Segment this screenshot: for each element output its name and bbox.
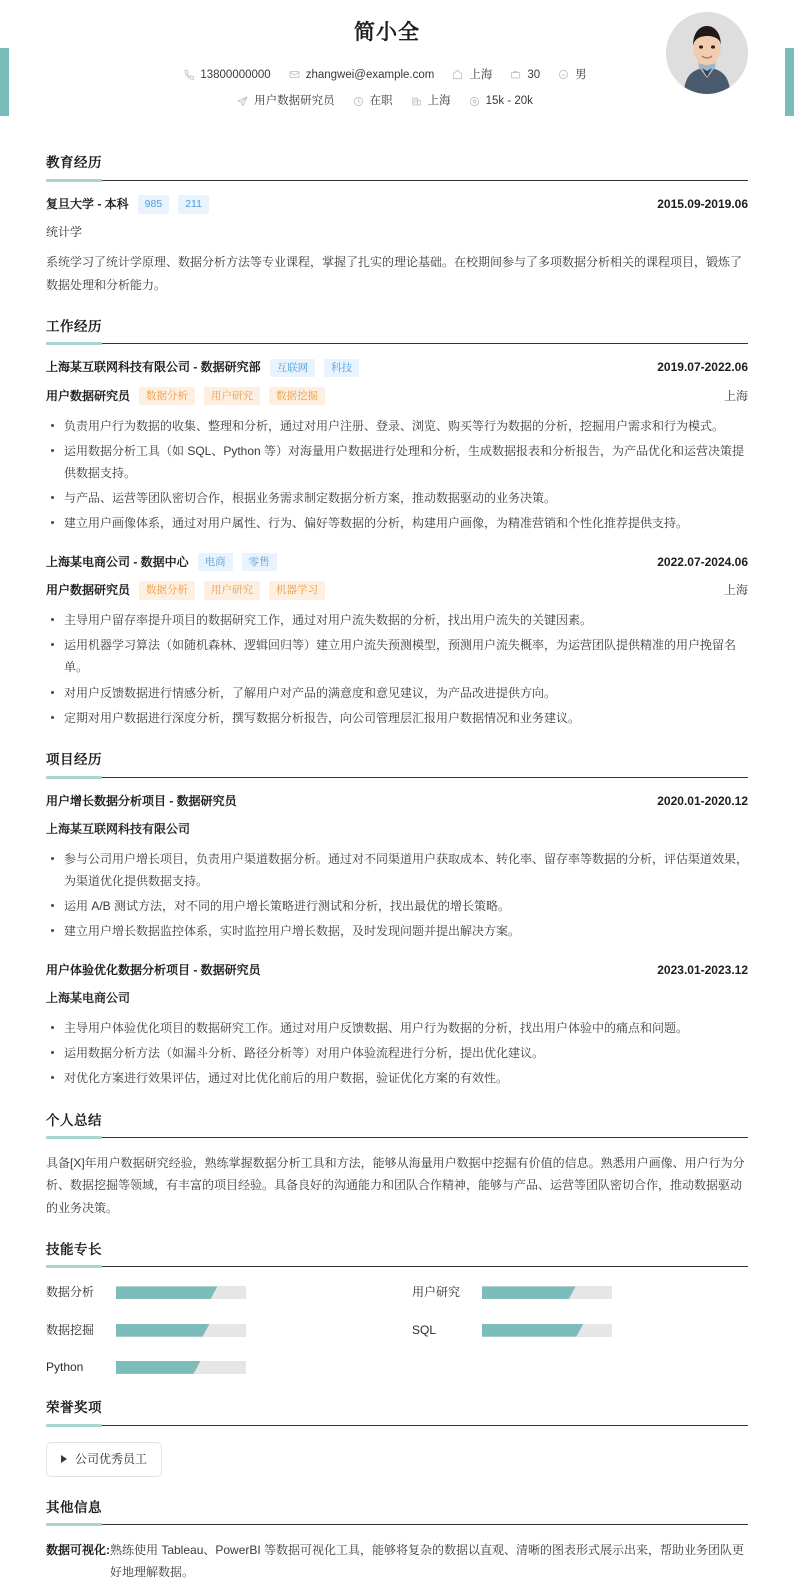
section-header-other: [46, 1497, 748, 1526]
tag-orange: 用户研究: [204, 387, 260, 406]
section-work: [46, 316, 748, 729]
section-rule: [46, 777, 748, 778]
skills-grid: [46, 1281, 748, 1377]
section-awards: [46, 1397, 748, 1477]
date-range: 2020.01-2020.12: [657, 793, 748, 808]
section-title: 荣誉奖项: [46, 1399, 102, 1415]
date-range: 2019.07-2022.06: [657, 360, 748, 375]
education-description: 系统学习了统计学原理、数据分析方法等专业课程，掌握了扎实的理论基础。在校期间参与了多项数据分析相关的课程项目，锻炼了数据处理和分析能力。: [46, 255, 743, 292]
section-projects: [46, 749, 748, 1090]
section-rule: [46, 343, 748, 344]
contact-value: 上海: [427, 94, 451, 107]
section-header-projects: [46, 749, 748, 778]
bullet-item: 运用机器学习算法（如随机森林、逻辑回归等）建立用户流失预测模型，预测用户流失概率，为运营团队提供精准的用户挽留名单。: [46, 634, 748, 678]
award-list: [46, 1440, 748, 1477]
entry-role-row: [46, 581, 748, 600]
skill-item: [46, 1283, 382, 1302]
section-rule: [46, 1137, 748, 1138]
role-group: [46, 581, 325, 600]
bullet-item: 对用户反馈数据进行情感分析，了解用户对产品的满意度和意见建议，为产品改进提供方向。: [46, 682, 748, 704]
contact-value: 15k - 20k: [485, 94, 533, 107]
contact-value: 用户数据研究员: [254, 94, 335, 107]
section-rule: [46, 1266, 748, 1267]
tag-blue: 电商: [198, 553, 233, 572]
bullet-item: 定期对用户数据进行深度分析，撰写数据分析报告，向公司管理层汇报用户数据情况和业务建议。: [46, 707, 748, 729]
award-label: 公司优秀员工: [75, 1451, 148, 1466]
bullet-list: [46, 848, 748, 943]
contact-item: [469, 92, 533, 110]
section-header-work: [46, 316, 748, 345]
other-info-label: 数据可视化:: [46, 1543, 110, 1558]
work-location: 上海: [723, 388, 748, 403]
skill-progress-fill: [116, 1286, 217, 1299]
entry-header-row: [46, 961, 748, 980]
tag-orange: 数据挖掘: [269, 387, 325, 406]
send-icon: [237, 96, 248, 107]
section-header-education: [46, 152, 748, 181]
skill-progress-track: [116, 1361, 246, 1374]
contact-item: [289, 66, 435, 84]
bullet-item: 运用 A/B 测试方法，对不同的用户增长策略进行测试和分析，找出最优的增长策略。: [46, 895, 748, 917]
section-header-awards: [46, 1397, 748, 1426]
job-title: 用户数据研究员: [46, 582, 131, 597]
section-header-skills: [46, 1239, 748, 1268]
entry-header-row: [46, 792, 748, 811]
skill-label: 数据分析: [46, 1285, 95, 1300]
bullet-list: [46, 1017, 748, 1090]
contact-value: 男: [575, 68, 587, 81]
triangle-right-icon: [61, 1455, 67, 1463]
contact-value: zhangwei@example.com: [305, 68, 435, 81]
role-group: [46, 387, 325, 406]
contact-item: [510, 66, 540, 84]
salary-icon: [469, 96, 480, 107]
bullet-item: 运用数据分析方法（如漏斗分析、路径分析等）对用户体验流程进行分析，提出优化建议。: [46, 1042, 748, 1064]
bullet-item: 对优化方案进行效果评估，通过对比优化前后的用户数据，验证优化方案的有效性。: [46, 1067, 748, 1089]
tag-blue: 科技: [324, 359, 359, 378]
skill-item: [46, 1321, 382, 1340]
gender-icon: [558, 69, 569, 80]
job-title: 用户数据研究员: [46, 388, 131, 403]
bullet-item: 负责用户行为数据的收集、整理和分析，通过对用户注册、登录、浏览、购买等行为数据的分析，挖掘用户需求和行为模式。: [46, 415, 748, 437]
skill-label: SQL: [412, 1322, 437, 1337]
other-info-text: 熟练使用 Tableau、PowerBI 等数据可视化工具，能够将复杂的数据以直观、清晰的图表形式展示出来，帮助业务团队更好地理解数据。: [110, 1543, 745, 1580]
work-entry: [46, 553, 748, 729]
section-education: [46, 152, 748, 295]
section-title: 工作经历: [46, 318, 102, 334]
section-title: 教育经历: [46, 155, 102, 171]
project-entry: [46, 792, 748, 943]
page-title: 简小全: [354, 21, 420, 44]
tag-orange: 数据分析: [139, 387, 195, 406]
email-icon: [289, 69, 300, 80]
tag-blue: 211: [178, 195, 209, 214]
company-name: 上海某电商公司 - 数据中心: [46, 554, 189, 569]
contact-value: 上海: [469, 68, 493, 81]
tag-orange: 机器学习: [269, 581, 325, 600]
section-title: 技能专长: [46, 1241, 102, 1257]
skill-progress-fill: [482, 1286, 576, 1299]
company-name: 上海某互联网科技有限公司 - 数据研究部: [46, 360, 261, 375]
project-company: 上海某互联网科技有限公司: [46, 821, 191, 836]
bullet-list: [46, 609, 748, 729]
skill-item: [46, 1358, 382, 1377]
summary-text: 具备[X]年用户数据研究经验，熟练掌握数据分析工具和方法，能够从海量用户数据中挖掘有价值的信息。熟悉用户画像、用户行为分析、数据挖掘等领域，有丰富的项目经验。具备良好的沟通能力和团队合作精神，能够与产品、运营等团队密切合作，推动数据驱动的业务决策。: [46, 1156, 745, 1215]
entry-role-row: [46, 387, 748, 406]
contact-value: 30: [527, 68, 541, 81]
date-range: 2023.01-2023.12: [657, 962, 748, 977]
contact-row-primary: [46, 66, 748, 84]
project-title: 用户体验优化数据分析项目 - 数据研究员: [46, 962, 261, 977]
bullet-item: 运用数据分析工具（如 SQL、Python 等）对海量用户数据进行处理和分析，生成数据报表和分析报告，为产品优化和运营决策提供数据支持。: [46, 440, 748, 484]
section-title: 个人总结: [46, 1112, 102, 1128]
school-name: 复旦大学 - 本科: [46, 196, 129, 211]
section-summary: [46, 1110, 748, 1219]
work-location: 上海: [723, 582, 748, 597]
date-range: 2015.09-2019.06: [657, 196, 748, 211]
project-title: 用户增长数据分析项目 - 数据研究员: [46, 793, 237, 808]
skill-item: [412, 1321, 748, 1340]
skill-progress-track: [116, 1286, 246, 1299]
award-chip[interactable]: [46, 1442, 162, 1477]
tag-blue: 互联网: [270, 359, 316, 378]
major: 统计学: [46, 225, 83, 240]
skill-progress-fill: [116, 1361, 201, 1374]
tag-blue: 985: [138, 195, 170, 214]
bullet-item: 主导用户体验优化项目的数据研究工作。通过对用户反馈数据、用户行为数据的分析，找出用户体验中的痛点和问题。: [46, 1017, 748, 1039]
skill-progress-fill: [116, 1324, 210, 1337]
skill-progress-track: [482, 1324, 612, 1337]
entry-header-row: [46, 553, 748, 572]
contact-value: 在职: [369, 94, 393, 107]
contact-item: [183, 66, 270, 84]
education-entry: [46, 195, 748, 296]
section-rule: [46, 1524, 748, 1525]
contact-item: [558, 66, 587, 84]
section-rule: [46, 180, 748, 181]
work-entry: [46, 358, 748, 534]
bullet-item: 与产品、运营等团队密切合作，根据业务需求制定数据分析方案，推动数据驱动的业务决策。: [46, 487, 748, 509]
contact-row-secondary: [46, 92, 748, 110]
section-title: 项目经历: [46, 751, 102, 767]
building-icon: [411, 96, 422, 107]
bullet-item: 主导用户留存率提升项目的数据研究工作，通过对用户流失数据的分析，找出用户流失的关键因素。: [46, 609, 748, 631]
contact-item: [353, 92, 393, 110]
briefcase-icon: [510, 69, 521, 80]
phone-icon: [183, 69, 194, 80]
project-company: 上海某电商公司: [46, 990, 131, 1005]
date-range: 2022.07-2024.06: [657, 554, 748, 569]
entry-title-group: [46, 195, 209, 214]
other-info-item: [46, 1539, 748, 1583]
company-group: [46, 358, 359, 377]
section-skills: [46, 1239, 748, 1377]
skill-progress-track: [482, 1286, 612, 1299]
tag-orange: 数据分析: [139, 581, 195, 600]
contact-item: [411, 92, 451, 110]
section-other-info: [46, 1497, 748, 1584]
entry-header-row: [46, 358, 748, 377]
skill-label: 数据挖掘: [46, 1322, 95, 1337]
bullet-list: [46, 415, 748, 535]
skill-label: Python: [46, 1359, 84, 1374]
bullet-item: 建立用户画像体系，通过对用户属性、行为、偏好等数据的分析，构建用户画像，为精准营销和个性化推荐提供支持。: [46, 512, 748, 534]
skill-label: 用户研究: [412, 1285, 461, 1300]
section-header-summary: [46, 1110, 748, 1139]
entry-header-row: [46, 195, 748, 214]
avatar: [666, 12, 748, 94]
resume-header: [46, 0, 748, 132]
skill-item: [412, 1283, 748, 1302]
project-entry: [46, 961, 748, 1090]
tag-orange: 用户研究: [204, 581, 260, 600]
skill-progress-track: [116, 1324, 246, 1337]
skill-progress-fill: [482, 1324, 583, 1337]
contact-item: [237, 92, 335, 110]
company-group: [46, 553, 277, 572]
home-icon: [452, 69, 463, 80]
section-rule: [46, 1425, 748, 1426]
contact-value: 13800000000: [200, 68, 271, 81]
status-icon: [353, 96, 364, 107]
bullet-item: 参与公司用户增长项目，负责用户渠道数据分析。通过对不同渠道用户获取成本、转化率、留存率等数据的分析，评估渠道效果，为渠道优化提供数据支持。: [46, 848, 748, 892]
bullet-item: 建立用户增长数据监控体系，实时监控用户增长数据，及时发现问题并提出解决方案。: [46, 920, 748, 942]
section-title: 其他信息: [46, 1499, 102, 1515]
tag-blue: 零售: [242, 553, 277, 572]
contact-item: [452, 66, 492, 84]
